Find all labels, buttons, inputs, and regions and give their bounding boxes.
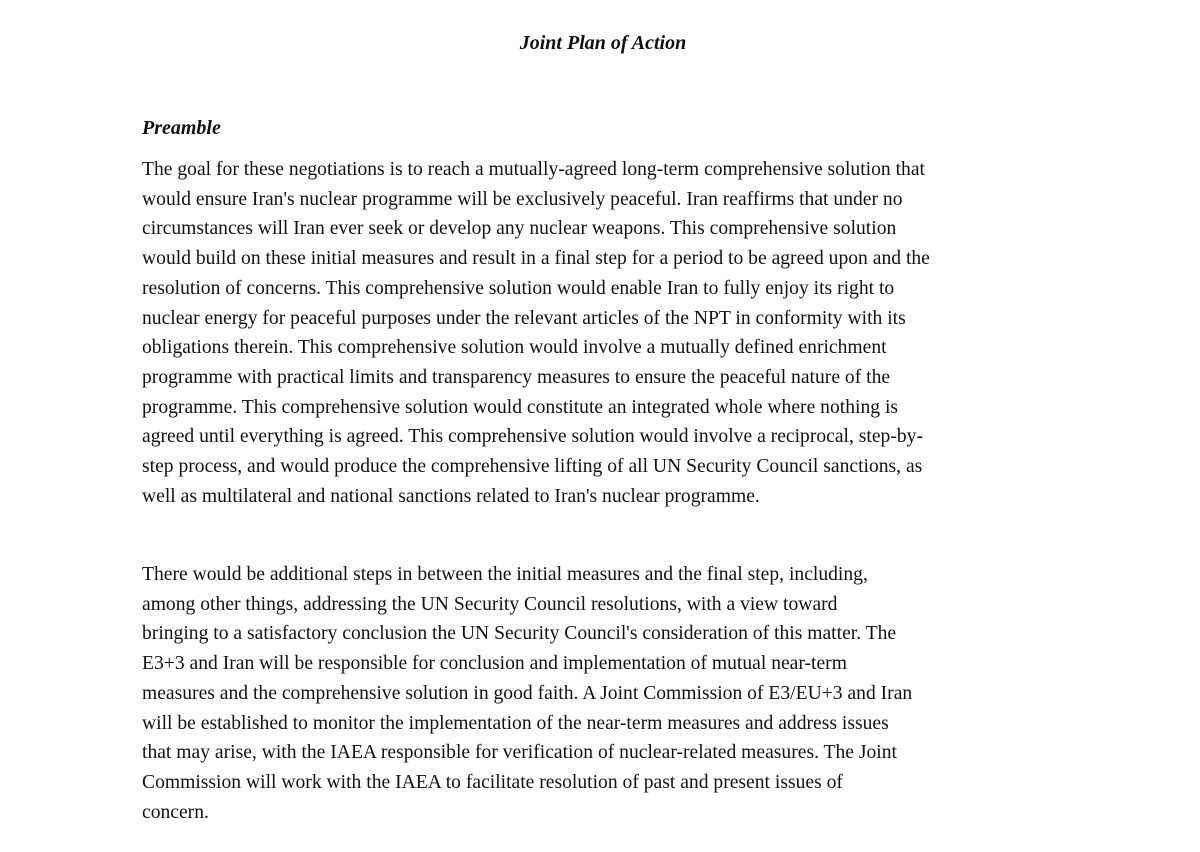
paragraph-line: There would be additional steps in between the initial measures and the final step, including, [142,564,868,585]
section-heading-preamble: Preamble [142,117,221,139]
paragraph-line: concern. [142,801,209,823]
document-title: Joint Plan of Action [519,32,687,54]
paragraph-line: would build on these initial measures and result in a final step for a period to be agreed upon and the [142,248,930,270]
paragraph-line: E3+3 and Iran will be responsible for conclusion and implementation of mutual near-term [142,653,847,675]
paragraph-line: nuclear energy for peaceful purposes under the relevant articles of the NPT in conformity with its [142,307,906,329]
paragraph-2 [142,560,912,827]
paragraph-line: programme with practical limits and transparency measures to ensure the peaceful nature of the [142,366,891,388]
paragraph-line: would ensure Iran's nuclear programme will be exclusively peaceful. Iran reaffirms that under no [142,188,903,210]
paragraph-line: Commission will work with the IAEA to facilitate resolution of past and present issues of [142,771,843,793]
paragraph-line: that may arise, with the IAEA responsible for verification of nuclear-related measures. The Joint [142,742,897,764]
paragraph-1 [142,155,930,511]
paragraph-line: programme. This comprehensive solution would constitute an integrated whole where nothing is [142,396,899,418]
paragraph-line: The goal for these negotiations is to reach a mutually-agreed long-term comprehensive solution that [142,159,925,180]
paragraph-line: obligations therein. This comprehensive solution would involve a mutually defined enrichment [142,337,887,359]
paragraph-line: bringing to a satisfactory conclusion the UN Security Council's consideration of this matter. The [142,623,897,645]
paragraph-line: step process, and would produce the comprehensive lifting of all UN Security Council sanctions, as [142,456,923,478]
paragraph-line: measures and the comprehensive solution in good faith. A Joint Commission of E3/EU+3 and Iran [142,682,913,704]
paragraph-line: well as multilateral and national sanctions related to Iran's nuclear programme. [142,485,760,507]
paragraph-line: circumstances will Iran ever seek or develop any nuclear weapons. This comprehensive solution [142,218,897,240]
paragraph-line: agreed until everything is agreed. This comprehensive solution would involve a reciprocal, step-by- [142,426,923,448]
paragraph-line: will be established to monitor the implementation of the near-term measures and address issues [142,712,889,734]
paragraph-line: among other things, addressing the UN Security Council resolutions, with a view toward [142,593,838,615]
paragraph-line: resolution of concerns. This comprehensive solution would enable Iran to fully enjoy its right to [142,277,895,299]
